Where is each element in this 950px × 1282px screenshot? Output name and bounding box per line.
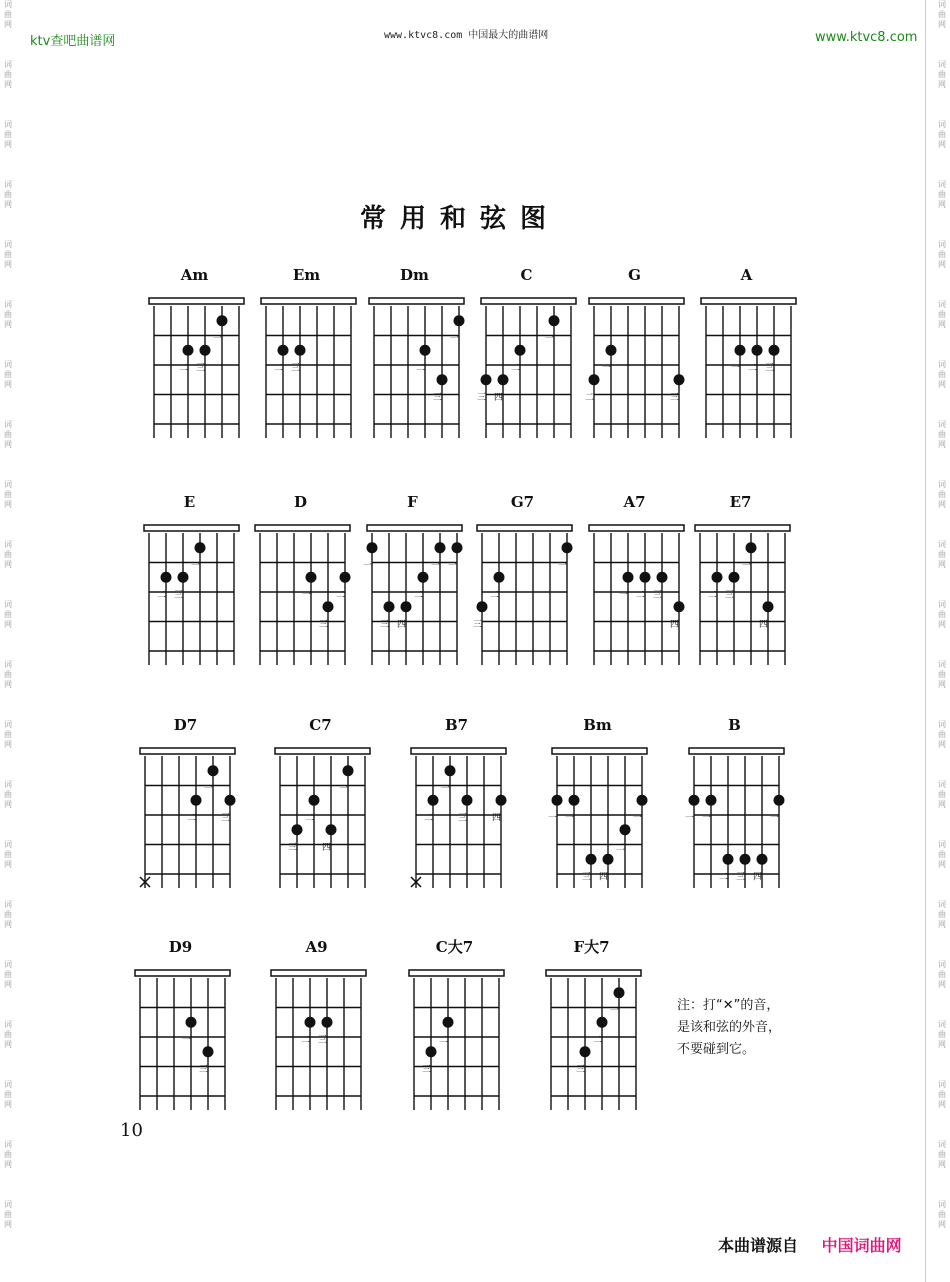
chord-name: B bbox=[728, 716, 741, 734]
finger-dot bbox=[428, 795, 439, 806]
chord-nut bbox=[695, 525, 790, 531]
watermark-stamp: 词 曲 网 bbox=[938, 240, 946, 269]
finger-number: 四 bbox=[599, 872, 609, 883]
chord-nut bbox=[271, 970, 366, 976]
footer-site-link[interactable]: 中国词曲网 bbox=[821, 1236, 902, 1255]
finger-dot bbox=[674, 374, 685, 385]
finger-number: 一 bbox=[548, 813, 558, 824]
finger-number: 三 bbox=[196, 363, 206, 374]
finger-dot bbox=[569, 795, 580, 806]
finger-dot bbox=[549, 315, 560, 326]
chord-name: B7 bbox=[444, 716, 469, 734]
watermark-stamp: 词 曲 网 bbox=[938, 0, 946, 29]
chord-name: Bm bbox=[583, 716, 612, 734]
watermark-stamp: 词 曲 网 bbox=[4, 540, 12, 569]
finger-dot bbox=[195, 542, 206, 553]
finger-dot bbox=[401, 601, 412, 612]
finger-dot bbox=[225, 795, 236, 806]
finger-number: 三 bbox=[670, 392, 680, 403]
chord-name: G bbox=[628, 266, 641, 284]
finger-number: 二 bbox=[157, 590, 167, 601]
watermark-stamp: 词 曲 网 bbox=[4, 120, 12, 149]
finger-number: 一 bbox=[770, 813, 780, 824]
finger-number: 三 bbox=[458, 813, 468, 824]
watermark-stamp: 词 曲 网 bbox=[938, 720, 946, 749]
watermark-stamp: 词 曲 网 bbox=[4, 1080, 12, 1109]
mute-note-line-3: 不要碰到它。 bbox=[677, 1042, 756, 1057]
finger-dot bbox=[689, 795, 700, 806]
finger-number: 二 bbox=[593, 1035, 603, 1046]
finger-dot bbox=[597, 1017, 608, 1028]
finger-dot bbox=[183, 345, 194, 356]
finger-number: 三 bbox=[582, 872, 592, 883]
watermark-stamp: 词 曲 网 bbox=[4, 660, 12, 689]
chord-name: D9 bbox=[168, 938, 193, 956]
watermark-stamp: 词 曲 网 bbox=[4, 1200, 12, 1229]
finger-number: 四 bbox=[670, 619, 680, 630]
watermark-stamp: 词 曲 网 bbox=[4, 1020, 12, 1049]
finger-dot bbox=[496, 795, 507, 806]
finger-number: 三 bbox=[288, 842, 298, 853]
finger-dot bbox=[752, 345, 763, 356]
finger-dot bbox=[208, 765, 219, 776]
finger-number: 三 bbox=[380, 619, 390, 630]
finger-dot bbox=[580, 1046, 591, 1057]
finger-dot bbox=[740, 854, 751, 865]
footer-source-label: 本曲谱源自 bbox=[718, 1236, 799, 1255]
finger-dot bbox=[757, 854, 768, 865]
finger-number: 三 bbox=[477, 392, 487, 403]
finger-number: 二 bbox=[585, 392, 595, 403]
finger-number: 二 bbox=[187, 813, 197, 824]
watermark-stamp: 词 曲 网 bbox=[938, 840, 946, 869]
header-right-site-link[interactable]: www.ktvc8.com bbox=[815, 30, 918, 45]
finger-dot bbox=[774, 795, 785, 806]
watermark-stamp: 词 曲 网 bbox=[4, 480, 12, 509]
watermark-stamp: 词 曲 网 bbox=[938, 120, 946, 149]
finger-number: 二 bbox=[274, 363, 284, 374]
finger-number: 三 bbox=[318, 1035, 328, 1046]
watermark-stamp: 词 曲 网 bbox=[4, 840, 12, 869]
finger-number: 四 bbox=[322, 842, 332, 853]
finger-dot bbox=[367, 542, 378, 553]
chord-nut bbox=[552, 748, 647, 754]
watermark-stamp: 词 曲 网 bbox=[4, 780, 12, 809]
finger-number: 三 bbox=[199, 1064, 209, 1075]
chord-nut bbox=[477, 525, 572, 531]
finger-dot bbox=[437, 374, 448, 385]
finger-dot bbox=[161, 572, 172, 583]
finger-number: 一 bbox=[191, 560, 201, 571]
watermark-stamp: 词 曲 网 bbox=[938, 360, 946, 389]
finger-dot bbox=[452, 542, 463, 553]
finger-number: 一 bbox=[545, 333, 555, 344]
finger-number: 一 bbox=[610, 1005, 620, 1016]
finger-number: 二 bbox=[439, 1035, 449, 1046]
finger-number: 一 bbox=[633, 813, 643, 824]
finger-number: 四 bbox=[759, 619, 769, 630]
chord-name: D bbox=[293, 493, 308, 511]
finger-number: 二 bbox=[511, 363, 521, 374]
finger-dot bbox=[729, 572, 740, 583]
finger-number: 三 bbox=[576, 1064, 586, 1075]
chord-name: F bbox=[407, 493, 418, 511]
chord-name: C大7 bbox=[435, 938, 474, 956]
finger-dot bbox=[614, 987, 625, 998]
finger-number: 一 bbox=[339, 783, 349, 794]
chord-name: Dm bbox=[400, 266, 429, 284]
finger-dot bbox=[203, 1046, 214, 1057]
mute-note-line-1: 注：打“✕”的音， bbox=[677, 998, 780, 1013]
finger-dot bbox=[712, 572, 723, 583]
chord-nut bbox=[589, 298, 684, 304]
chord-nut bbox=[411, 748, 506, 754]
watermark-stamp: 词 曲 网 bbox=[4, 240, 12, 269]
finger-number: 一 bbox=[448, 560, 458, 571]
watermark-stamp: 词 曲 网 bbox=[4, 420, 12, 449]
finger-dot bbox=[186, 1017, 197, 1028]
finger-number: 一 bbox=[302, 590, 312, 601]
finger-number: 三 bbox=[736, 872, 746, 883]
page-number: 10 bbox=[120, 1120, 143, 1141]
watermark-stamp: 词 曲 网 bbox=[938, 1140, 946, 1169]
finger-dot bbox=[623, 572, 634, 583]
chord-name: F大7 bbox=[573, 938, 610, 956]
finger-dot bbox=[552, 795, 563, 806]
finger-dot bbox=[462, 795, 473, 806]
finger-dot bbox=[418, 572, 429, 583]
finger-dot bbox=[763, 601, 774, 612]
finger-dot bbox=[340, 572, 351, 583]
finger-dot bbox=[515, 345, 526, 356]
finger-dot bbox=[603, 854, 614, 865]
finger-number: 二 bbox=[424, 813, 434, 824]
chord-name: D7 bbox=[173, 716, 198, 734]
chord-nut bbox=[481, 298, 576, 304]
finger-dot bbox=[309, 795, 320, 806]
chord-nut bbox=[701, 298, 796, 304]
watermark-stamp: 词 曲 网 bbox=[938, 1020, 946, 1049]
finger-dot bbox=[292, 824, 303, 835]
finger-dot bbox=[589, 374, 600, 385]
chord-nut bbox=[367, 525, 462, 531]
finger-number: 一 bbox=[731, 363, 741, 374]
finger-dot bbox=[295, 345, 306, 356]
finger-number: 三 bbox=[653, 590, 663, 601]
chord-name: G7 bbox=[510, 493, 535, 511]
finger-dot bbox=[746, 542, 757, 553]
finger-number: 二 bbox=[305, 813, 315, 824]
watermark-stamp: 词 曲 网 bbox=[4, 960, 12, 989]
finger-number: 一 bbox=[685, 813, 695, 824]
finger-number: 二 bbox=[416, 363, 426, 374]
finger-dot bbox=[191, 795, 202, 806]
watermark-stamp: 词 曲 网 bbox=[938, 60, 946, 89]
watermark-stamp: 词 曲 网 bbox=[4, 60, 12, 89]
finger-number: 三 bbox=[221, 813, 231, 824]
finger-number: 二 bbox=[301, 1035, 311, 1046]
watermark-stamp: 词 曲 网 bbox=[938, 660, 946, 689]
chord-name: C bbox=[520, 266, 533, 284]
watermark-stamp: 词 曲 网 bbox=[938, 480, 946, 509]
finger-number: 二 bbox=[336, 590, 346, 601]
finger-dot bbox=[674, 601, 685, 612]
finger-dot bbox=[477, 601, 488, 612]
watermark-stamp: 词 曲 网 bbox=[938, 420, 946, 449]
header-left-site-name: ktv查吧曲谱网 bbox=[30, 34, 116, 49]
finger-dot bbox=[735, 345, 746, 356]
finger-dot bbox=[326, 824, 337, 835]
finger-dot bbox=[322, 1017, 333, 1028]
finger-dot bbox=[481, 374, 492, 385]
watermark-stamp: 词 曲 网 bbox=[938, 780, 946, 809]
finger-number: 四 bbox=[753, 872, 763, 883]
finger-dot bbox=[454, 315, 465, 326]
finger-dot bbox=[323, 601, 334, 612]
finger-number: 四 bbox=[494, 392, 504, 403]
chord-nut bbox=[261, 298, 356, 304]
finger-dot bbox=[443, 1017, 454, 1028]
watermark-stamp: 词 曲 网 bbox=[4, 600, 12, 629]
watermark-stamp: 词 曲 网 bbox=[4, 900, 12, 929]
finger-number: 一 bbox=[182, 1035, 192, 1046]
watermark-stamp: 词 曲 网 bbox=[4, 360, 12, 389]
finger-number: 一 bbox=[702, 813, 712, 824]
finger-dot bbox=[498, 374, 509, 385]
watermark-stamp: 词 曲 网 bbox=[4, 720, 12, 749]
chord-name: E bbox=[183, 493, 196, 511]
watermark-stamp: 词 曲 网 bbox=[938, 540, 946, 569]
finger-dot bbox=[384, 601, 395, 612]
finger-number: 二 bbox=[490, 590, 500, 601]
finger-dot bbox=[420, 345, 431, 356]
finger-number: 一 bbox=[213, 333, 223, 344]
finger-number: 一 bbox=[565, 813, 575, 824]
finger-number: 一 bbox=[363, 560, 373, 571]
watermark-stamp: 词 曲 网 bbox=[938, 300, 946, 329]
chord-nut bbox=[546, 970, 641, 976]
finger-dot bbox=[200, 345, 211, 356]
finger-number: 二 bbox=[636, 590, 646, 601]
watermark-stamp: 词 曲 网 bbox=[4, 1140, 12, 1169]
watermark-stamp: 词 曲 网 bbox=[938, 1080, 946, 1109]
chord-nut bbox=[275, 748, 370, 754]
finger-dot bbox=[606, 345, 617, 356]
finger-number: 三 bbox=[174, 590, 184, 601]
finger-dot bbox=[620, 824, 631, 835]
finger-dot bbox=[562, 542, 573, 553]
chord-nut bbox=[409, 970, 504, 976]
chord-name: A bbox=[740, 266, 753, 284]
finger-dot bbox=[178, 572, 189, 583]
mute-note-line-2: 是该和弦的外音， bbox=[677, 1020, 782, 1035]
watermark-stamp: 词 曲 网 bbox=[4, 180, 12, 209]
finger-number: 二 bbox=[179, 363, 189, 374]
finger-number: 四 bbox=[492, 813, 502, 824]
watermark-stamp: 词 曲 网 bbox=[938, 1200, 946, 1229]
finger-dot bbox=[723, 854, 734, 865]
chord-nut bbox=[689, 748, 784, 754]
finger-dot bbox=[435, 542, 446, 553]
finger-number: 一 bbox=[742, 560, 752, 571]
finger-number: 一 bbox=[602, 363, 612, 374]
watermark-stamp: 词 曲 网 bbox=[938, 960, 946, 989]
finger-number: 一 bbox=[441, 783, 451, 794]
finger-dot bbox=[217, 315, 228, 326]
chord-nut bbox=[144, 525, 239, 531]
finger-dot bbox=[306, 572, 317, 583]
finger-dot bbox=[640, 572, 651, 583]
footer-source bbox=[718, 1233, 902, 1256]
finger-dot bbox=[445, 765, 456, 776]
watermark-stamp: 词 曲 网 bbox=[938, 600, 946, 629]
finger-dot bbox=[278, 345, 289, 356]
finger-dot bbox=[657, 572, 668, 583]
finger-number: 三 bbox=[433, 392, 443, 403]
chord-name: A9 bbox=[305, 938, 328, 956]
finger-dot bbox=[586, 854, 597, 865]
watermark-stamp: 词 曲 网 bbox=[4, 300, 12, 329]
watermark-stamp: 词 曲 网 bbox=[938, 900, 946, 929]
chord-name: Em bbox=[292, 266, 321, 284]
finger-dot bbox=[426, 1046, 437, 1057]
finger-number: 二 bbox=[708, 590, 718, 601]
finger-dot bbox=[305, 1017, 316, 1028]
finger-dot bbox=[343, 765, 354, 776]
mute-note bbox=[677, 995, 781, 1061]
chord-nut bbox=[589, 525, 684, 531]
chord-name: C7 bbox=[309, 716, 332, 734]
chord-nut bbox=[255, 525, 350, 531]
chord-nut bbox=[369, 298, 464, 304]
watermark-stamp: 词 曲 网 bbox=[938, 180, 946, 209]
finger-number: 一 bbox=[619, 590, 629, 601]
finger-number: 三 bbox=[473, 619, 483, 630]
finger-number: 二 bbox=[719, 872, 729, 883]
finger-number: 二 bbox=[414, 590, 424, 601]
chord-name: Am bbox=[180, 266, 209, 284]
header-center-text: www.ktvc8.com 中国最大的曲谱网 bbox=[384, 30, 549, 41]
finger-number: 一 bbox=[431, 560, 441, 571]
chord-nut bbox=[135, 970, 230, 976]
watermark-stamp: 词 曲 网 bbox=[4, 0, 12, 29]
finger-dot bbox=[494, 572, 505, 583]
finger-number: 二 bbox=[748, 363, 758, 374]
finger-number: 二 bbox=[616, 842, 626, 853]
finger-number: 三 bbox=[765, 363, 775, 374]
finger-number: 三 bbox=[319, 619, 329, 630]
finger-number: 三 bbox=[291, 363, 301, 374]
finger-dot bbox=[706, 795, 717, 806]
finger-number: 三 bbox=[725, 590, 735, 601]
chord-nut bbox=[140, 748, 235, 754]
chord-nut bbox=[149, 298, 244, 304]
page-title: 常用和弦图 bbox=[360, 204, 561, 234]
finger-dot bbox=[769, 345, 780, 356]
chord-name: E7 bbox=[729, 493, 752, 511]
chord-name: A7 bbox=[623, 493, 646, 511]
finger-number: 三 bbox=[422, 1064, 432, 1075]
finger-number: 一 bbox=[558, 560, 568, 571]
finger-number: 一 bbox=[204, 783, 214, 794]
finger-number: 四 bbox=[397, 619, 407, 630]
finger-dot bbox=[637, 795, 648, 806]
finger-number: 一 bbox=[450, 333, 460, 344]
